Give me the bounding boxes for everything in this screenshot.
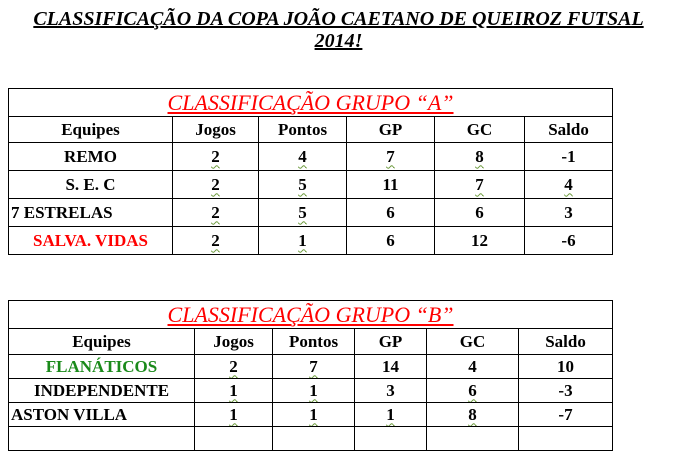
gp-value: 6 [347,227,435,255]
team-name: ASTON VILLA [9,403,195,427]
table-row [9,427,613,451]
pontos-value: 1 [309,380,318,400]
jogos-value: 2 [211,174,220,194]
gp-value: 11 [347,171,435,199]
gp-value: 6 [347,199,435,227]
gc-value: 8 [468,404,477,424]
gp-value [355,427,427,451]
gp-value: 7 [386,146,395,166]
title-line-2: 2014! [314,30,363,52]
gc-value: 6 [435,199,525,227]
gc-value: 7 [475,174,484,194]
saldo-value: -6 [525,227,613,255]
pontos-value: 4 [298,146,307,166]
group-b-caption: CLASSIFICAÇÃO GRUPO “B” [9,301,613,329]
gc-value: 4 [427,355,519,379]
header-pontos: Pontos [273,329,355,355]
header-gp: GP [355,329,427,355]
table-row [9,171,613,199]
team-name: INDEPENDENTE [9,379,195,403]
header-gc: GC [435,117,525,143]
group-b-table [8,300,613,451]
team-name: SALVA. VIDAS [9,227,173,255]
document-title [0,8,677,52]
team-name: S. E. C [9,171,173,199]
jogos-value: 2 [229,356,238,376]
title-line-1: CLASSIFICAÇÃO DA COPA JOÃO CAETANO DE QUEIROZ FUTSAL [33,8,644,30]
header-saldo: Saldo [525,117,613,143]
pontos-value: 5 [298,202,307,222]
header-gp: GP [347,117,435,143]
pontos-value: 5 [298,174,307,194]
gc-value: 6 [468,380,477,400]
table-row [9,355,613,379]
saldo-value: -7 [519,403,613,427]
jogos-value: 1 [229,380,238,400]
header-pontos: Pontos [259,117,347,143]
team-name: REMO [9,143,173,171]
team-name: FLANÁTICOS [9,355,195,379]
gp-value: 1 [386,404,395,424]
saldo-value: 3 [525,199,613,227]
group-a-caption: CLASSIFICAÇÃO GRUPO “A” [9,89,613,117]
saldo-value: -1 [525,143,613,171]
jogos-value: 2 [211,202,220,222]
saldo-value: -3 [519,379,613,403]
team-name: 7 ESTRELAS [9,199,173,227]
table-row [9,227,613,255]
jogos-value [195,427,273,451]
group-a-table [8,88,613,255]
header-saldo: Saldo [519,329,613,355]
team-name [9,427,195,451]
gc-value: 8 [475,146,484,166]
header-equipes: Equipes [9,329,195,355]
header-jogos: Jogos [195,329,273,355]
jogos-value: 2 [211,146,220,166]
table-row [9,199,613,227]
table-row [9,379,613,403]
pontos-value: 1 [309,404,318,424]
header-gc: GC [427,329,519,355]
table-row [9,143,613,171]
jogos-value: 1 [229,404,238,424]
saldo-value: 10 [519,355,613,379]
saldo-value [519,427,613,451]
table-row [9,403,613,427]
gc-value: 12 [435,227,525,255]
header-equipes: Equipes [9,117,173,143]
gc-value [427,427,519,451]
jogos-value: 2 [211,230,220,250]
gp-value: 3 [355,379,427,403]
pontos-value [273,427,355,451]
pontos-value: 7 [309,356,318,376]
gp-value: 14 [355,355,427,379]
header-jogos: Jogos [173,117,259,143]
saldo-value: 4 [564,174,573,194]
pontos-value: 1 [298,230,307,250]
